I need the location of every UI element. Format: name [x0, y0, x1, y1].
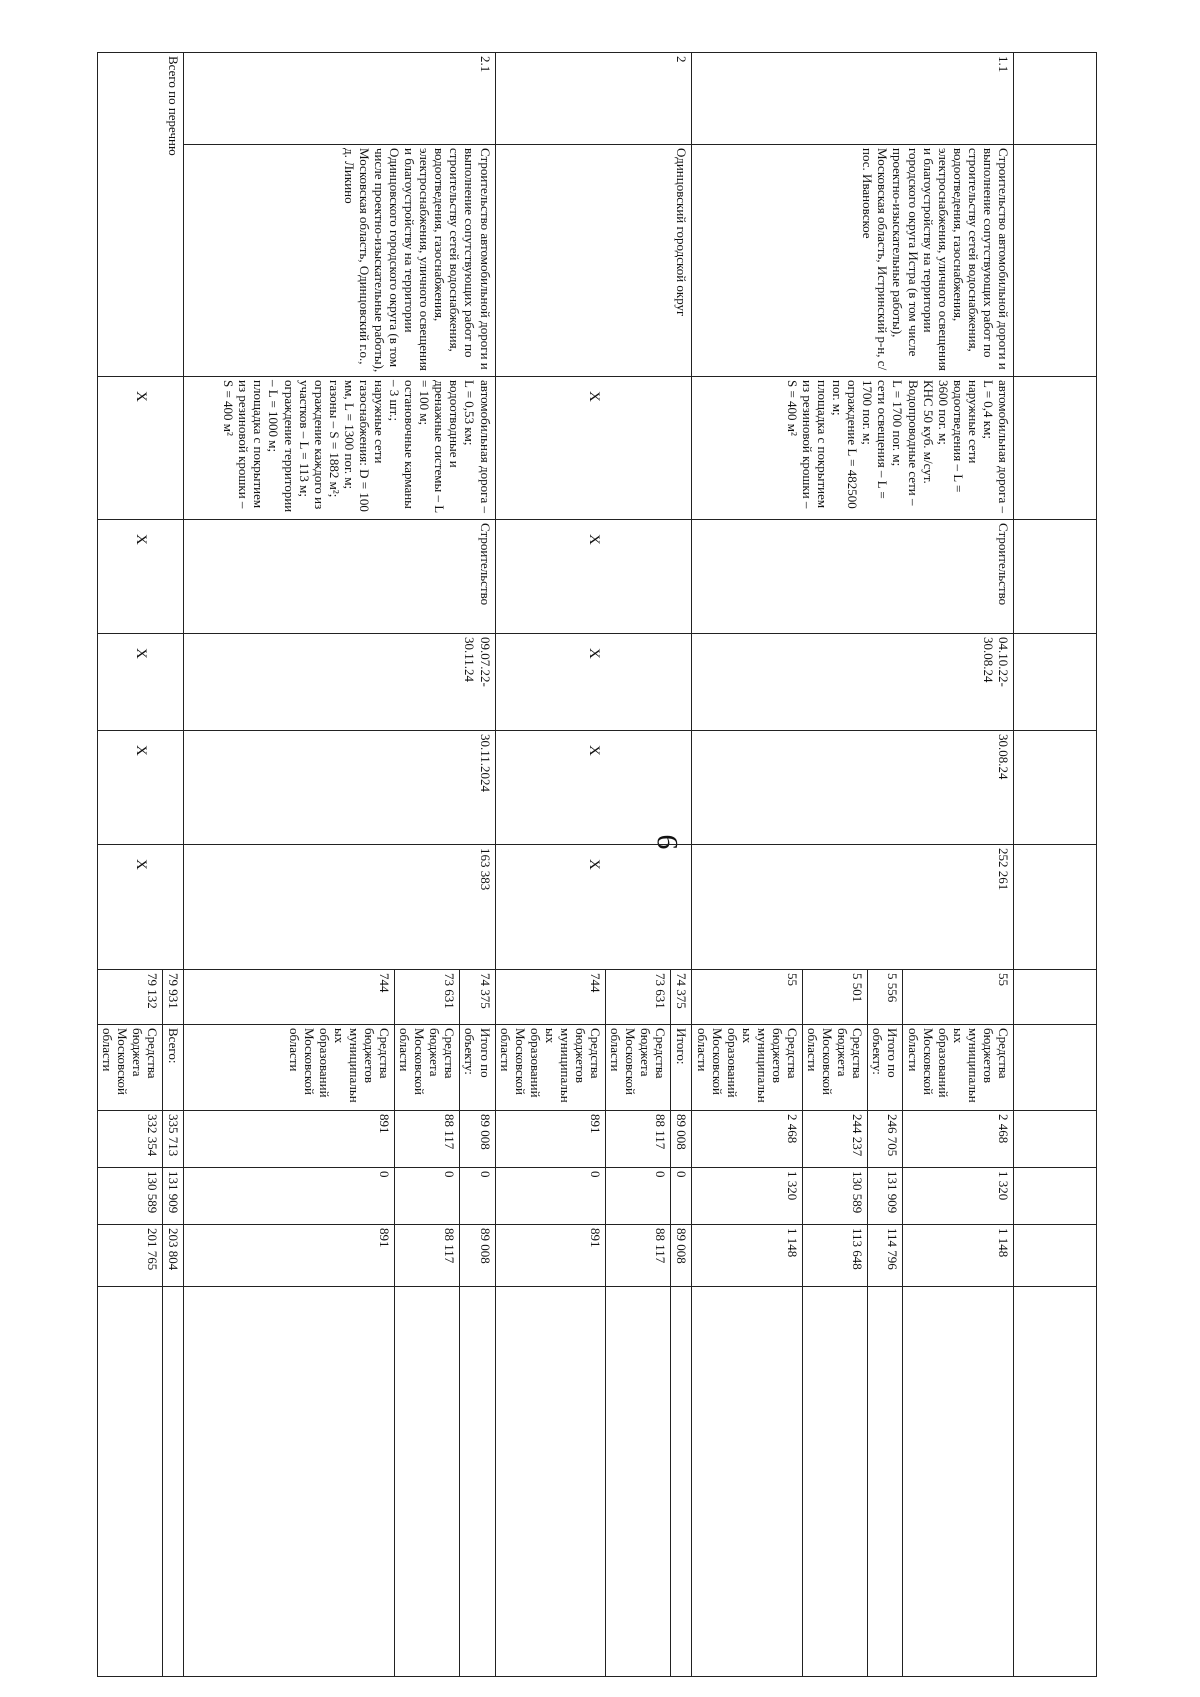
blank-cell — [395, 1287, 460, 1677]
blank-cell — [606, 1287, 671, 1677]
completion-date: X — [97, 731, 183, 845]
row-number: 2 — [495, 53, 692, 145]
table-row-total — [163, 53, 184, 1677]
page-number: 9 — [651, 834, 684, 850]
source-label: Итого по объекту: — [460, 1025, 495, 1111]
source-label: Средства бюджетов муниципальных образований Московской области — [495, 1025, 606, 1111]
year-2024-value: 203 804 — [163, 1225, 184, 1287]
work-type: X — [97, 520, 183, 634]
header-cell — [1014, 1287, 1097, 1677]
financed-value: 5 501 — [802, 970, 867, 1025]
year-2023-value: 130 589 — [97, 1168, 162, 1225]
year-2024-value: 114 796 — [868, 1225, 903, 1287]
object-capacity: X — [97, 377, 183, 520]
header-row — [1014, 53, 1097, 1677]
header-cell — [1014, 1168, 1097, 1225]
year-2023-value: 0 — [184, 1168, 395, 1225]
source-label: Всего: — [163, 1025, 184, 1111]
source-label: Средства бюджетов муниципальных образований Московской области — [903, 1025, 1014, 1111]
work-type: Строительство — [184, 520, 495, 634]
year-2024-value: 88 117 — [606, 1225, 671, 1287]
financed-value: 74 375 — [460, 970, 495, 1025]
completion-date: 30.08.24 — [692, 731, 1014, 845]
limit-cost: 163 383 — [184, 845, 495, 970]
header-cell — [1014, 731, 1097, 845]
header-cell — [1014, 634, 1097, 731]
work-type: X — [495, 520, 692, 634]
year-2023-value: 131 909 — [868, 1168, 903, 1225]
table-row-2-1 — [460, 53, 495, 1677]
year-2023-value: 1 320 — [692, 1168, 803, 1225]
blank-cell — [184, 1287, 395, 1677]
header-cell — [1014, 845, 1097, 970]
financed-value: 744 — [495, 970, 606, 1025]
financed-value: 55 — [692, 970, 803, 1025]
total-value: 89 008 — [460, 1111, 495, 1168]
total-value: 246 705 — [868, 1111, 903, 1168]
year-2024-value: 201 765 — [97, 1225, 162, 1287]
header-cell — [1014, 53, 1097, 145]
limit-cost: X — [495, 845, 692, 970]
year-2023-value: 130 589 — [802, 1168, 867, 1225]
total-value: 2 468 — [692, 1111, 803, 1168]
total-value: 2 468 — [903, 1111, 1014, 1168]
header-cell — [1014, 377, 1097, 520]
projects-table — [97, 52, 1097, 1677]
header-cell — [1014, 520, 1097, 634]
blank-cell — [460, 1287, 495, 1677]
header-cell — [1014, 1111, 1097, 1168]
total-value: 335 713 — [163, 1111, 184, 1168]
object-capacity: автомобильная дорога – L = 0,4 км; наружные сети водоотведения – L = 3600 пог. м; КНС 50 куб. м/сут. Водопроводные сети – L = 1700 пог. м; сети освещения – L = 1700 пог. м; ограждение L = 482500 пог. м; площадка с покрытием из резиновой крошки – S = 400 м² — [692, 377, 1014, 520]
financed-value: 744 — [184, 970, 395, 1025]
financed-value: 73 631 — [395, 970, 460, 1025]
row-number: 2.1 — [184, 53, 495, 145]
year-2023-value: 131 909 — [163, 1168, 184, 1225]
table-row-1-1 — [903, 53, 1014, 1677]
year-2024-value: 891 — [495, 1225, 606, 1287]
source-label: Средства бюджета Московской области — [97, 1025, 162, 1111]
source-label: Средства бюджета Московской области — [606, 1025, 671, 1111]
year-2024-value: 1 148 — [692, 1225, 803, 1287]
year-2024-value: 89 008 — [671, 1225, 692, 1287]
year-2023-value: 0 — [460, 1168, 495, 1225]
financed-value: 5 556 — [868, 970, 903, 1025]
total-value: 88 117 — [395, 1111, 460, 1168]
blank-cell — [802, 1287, 867, 1677]
year-2023-value: 1 320 — [903, 1168, 1014, 1225]
total-value: 891 — [184, 1111, 395, 1168]
work-period: X — [495, 634, 692, 731]
financed-value: 79 931 — [163, 970, 184, 1025]
blank-cell — [163, 1287, 184, 1677]
header-cell — [1014, 1225, 1097, 1287]
source-label: Средства бюджетов муниципальных образований Московской области — [692, 1025, 803, 1111]
limit-cost: 252 261 — [692, 845, 1014, 970]
work-period: 09.07.22-30.11.24 — [184, 634, 495, 731]
source-label: Итого: — [671, 1025, 692, 1111]
year-2023-value: 0 — [606, 1168, 671, 1225]
row-number: 1.1 — [692, 53, 1014, 145]
financed-value: 73 631 — [606, 970, 671, 1025]
financed-value: 74 375 — [671, 970, 692, 1025]
year-2023-value: 0 — [495, 1168, 606, 1225]
blank-cell — [692, 1287, 803, 1677]
completion-date: X — [495, 731, 692, 845]
source-label: Итого по объекту: — [868, 1025, 903, 1111]
header-cell — [1014, 1025, 1097, 1111]
object-capacity: автомобильная дорога – L = 0,53 км; водоотводные и дренажные системы – L = 100 м; остановочные карманы – 3 шт.; наружные сети газоснабжения: D = 100 мм, L = 1300 пог. м; газоны – S = 1882 м²; ограждение каждого из участков – L = 113 м; ограждение территории – L = 1000 м; площадка с покрытием из резиновой крошки – S = 400 м² — [184, 377, 495, 520]
year-2024-value: 89 008 — [460, 1225, 495, 1287]
blank-cell — [495, 1287, 606, 1677]
year-2023-value: 0 — [395, 1168, 460, 1225]
year-2024-value: 88 117 — [395, 1225, 460, 1287]
table-row-2 — [671, 53, 692, 1677]
blank-cell — [868, 1287, 903, 1677]
year-2024-value: 1 148 — [903, 1225, 1014, 1287]
year-2023-value: 0 — [671, 1168, 692, 1225]
work-period: 04.10.22-30.08.24 — [692, 634, 1014, 731]
object-name: Одинцовский городской округ — [495, 145, 692, 377]
header-cell — [1014, 145, 1097, 377]
header-cell — [1014, 970, 1097, 1025]
financed-value: 55 — [903, 970, 1014, 1025]
blank-cell — [671, 1287, 692, 1677]
total-value: 332 354 — [97, 1111, 162, 1168]
total-value: 89 008 — [671, 1111, 692, 1168]
object-name: Строительство автомобильной дороги и выполнение сопутствующих работ по строительству сетей водоснабжения, водоотведения, газоснабжения, электроснабжения, уличного освещения и благоустройству на территории Одинцовского городского округа (в том числе проектно-изыскательные работы), Московская область, Одинцовский г.о., д. Ликино — [184, 145, 495, 377]
total-label: Всего по перечню — [97, 53, 183, 377]
object-capacity: X — [495, 377, 692, 520]
object-name: Строительство автомобильной дороги и выполнение сопутствующих работ по строительству сетей водоснабжения, водоотведения, газоснабжения, электроснабжения, уличного освещения и благоустройству на территории городского округа Истра (в том числе проектно-изыскательные работы), Московская область, Истринский р-н, с/пос. Ивановское — [692, 145, 1014, 377]
source-label: Средства бюджета Московской области — [802, 1025, 867, 1111]
work-period: X — [97, 634, 183, 731]
completion-date: 30.11.2024 — [184, 731, 495, 845]
source-label: Средства бюджетов муниципальных образований Московской области — [184, 1025, 395, 1111]
total-value: 88 117 — [606, 1111, 671, 1168]
blank-cell — [97, 1287, 162, 1677]
limit-cost: X — [97, 845, 183, 970]
rotated-table-container — [99, 52, 1097, 1582]
financed-value: 79 132 — [97, 970, 162, 1025]
total-value: 891 — [495, 1111, 606, 1168]
blank-cell — [903, 1287, 1014, 1677]
year-2024-value: 891 — [184, 1225, 395, 1287]
total-value: 244 237 — [802, 1111, 867, 1168]
source-label: Средства бюджета Московской области — [395, 1025, 460, 1111]
work-type: Строительство — [692, 520, 1014, 634]
year-2024-value: 113 648 — [802, 1225, 867, 1287]
